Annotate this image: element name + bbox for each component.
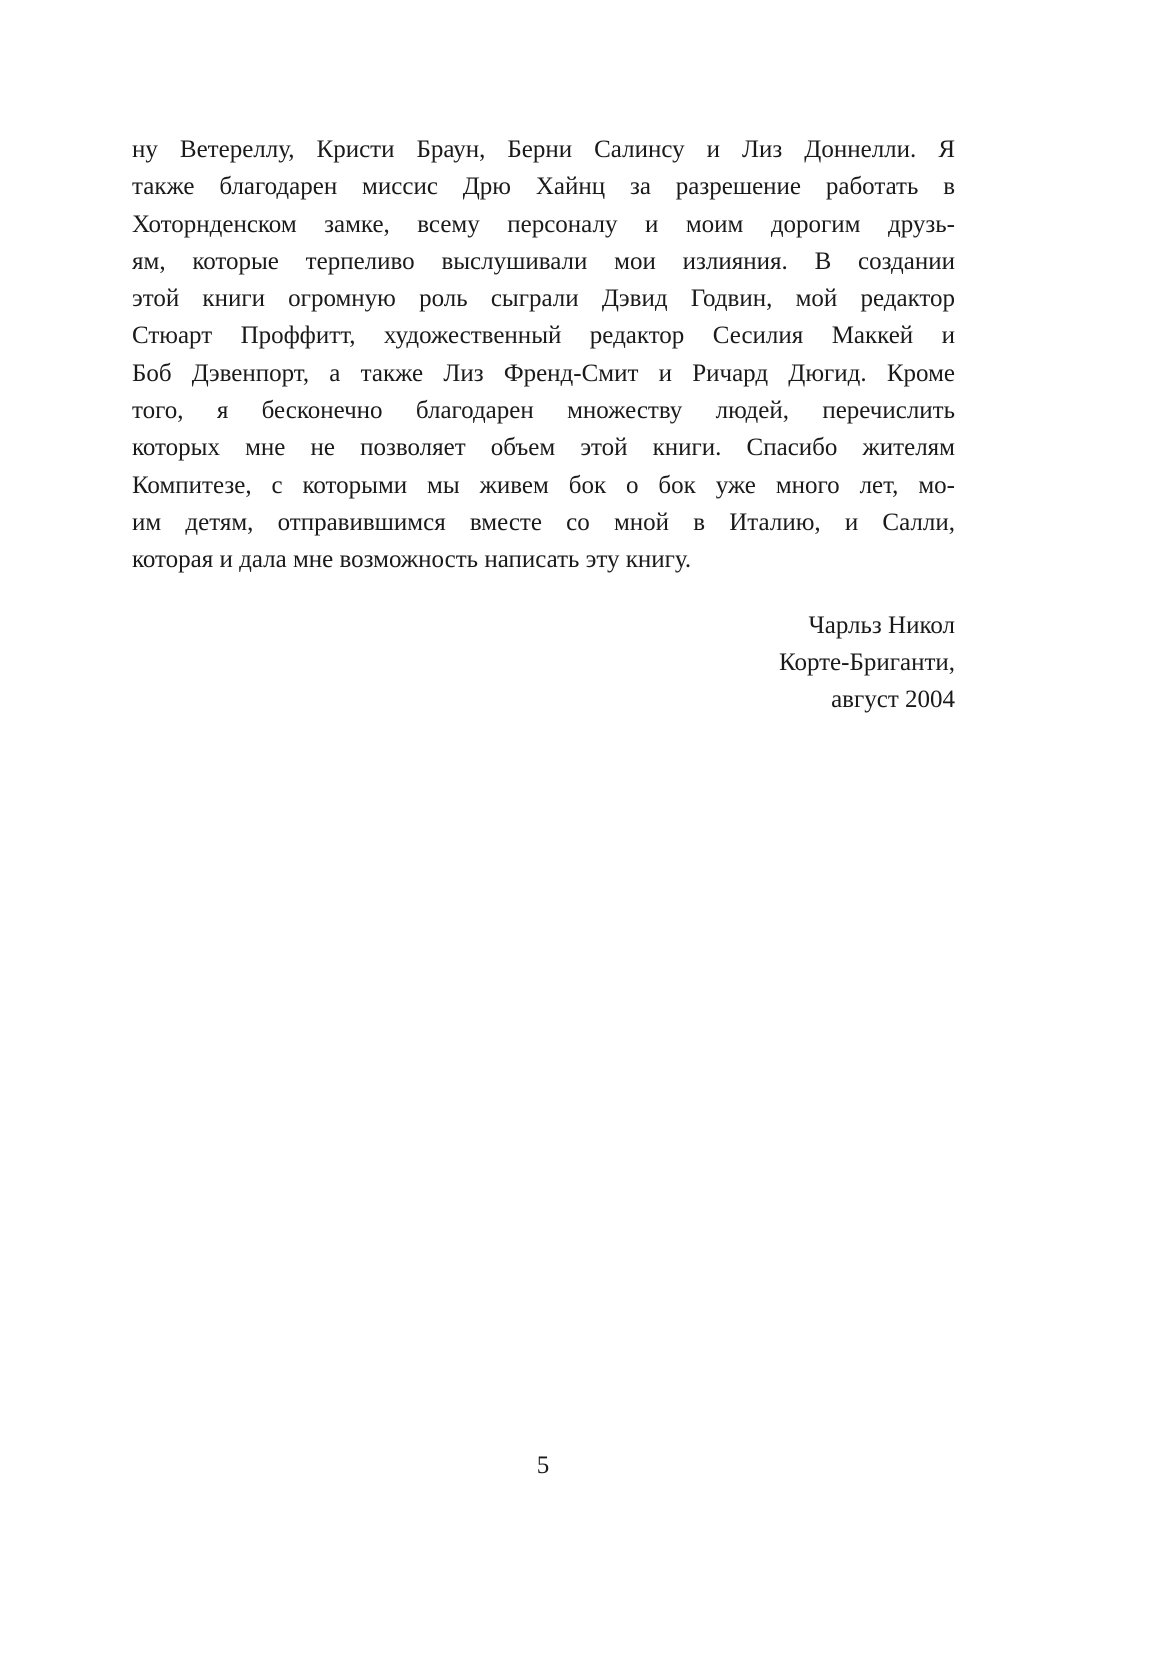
- text-line: этой книги огромную роль сыграли Дэвид Годвин, мой редактор: [132, 285, 955, 313]
- text-line: Стюарт Проффитт, художественный редактор Сесилия Маккей и: [132, 322, 955, 350]
- page-number: 5: [536, 1452, 550, 1479]
- text-line: которая и дала мне возможность написать эту книгу.: [132, 546, 692, 574]
- text-line: ну Ветереллу, Кристи Браун, Берни Салинсу и Лиз Доннелли. Я: [132, 136, 955, 163]
- text-line: Хоторнденском замке, всему персоналу и моим дорогим друзь-: [132, 210, 955, 238]
- signature-place: Корте-Бриганти,: [779, 649, 955, 676]
- text-line: им детям, отправившимся вместе со мной в Италию, и Салли,: [132, 508, 955, 536]
- body-paragraph: [132, 131, 955, 579]
- signature-date: август 2004: [831, 686, 955, 713]
- signature-author: Чарльз Никол: [808, 612, 955, 639]
- signature-block: [779, 607, 955, 718]
- text-line: Компитезе, с которыми мы живем бок о бок уже много лет, мо-: [132, 471, 955, 499]
- text-line: которых мне не позволяет объем этой книги. Спасибо жителям: [132, 434, 955, 462]
- text-line: того, я бесконечно благодарен множеству людей, перечислить: [132, 397, 955, 425]
- text-line: Боб Дэвенпорт, а также Лиз Френд-Смит и Ричард Дюгид. Кроме: [132, 359, 955, 387]
- text-line: также благодарен миссис Дрю Хайнц за разрешение работать в: [132, 173, 955, 201]
- text-line: ям, которые терпеливо выслушивали мои излияния. В создании: [132, 247, 955, 275]
